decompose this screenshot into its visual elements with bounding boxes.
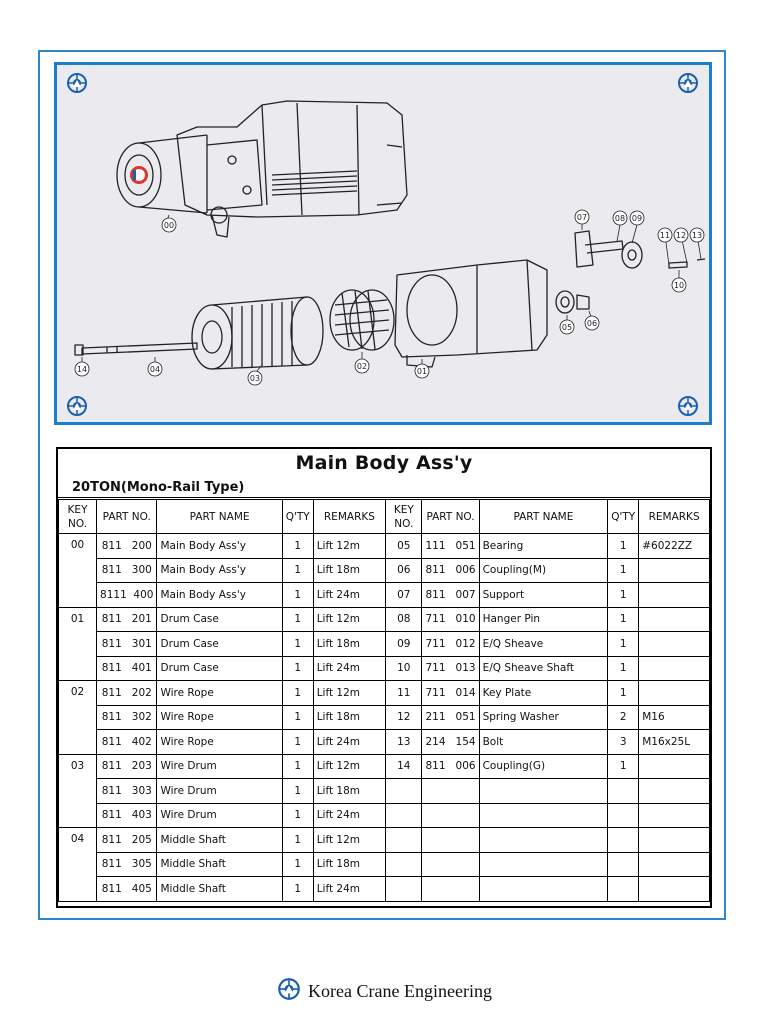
parts-table-panel [56, 447, 712, 908]
key-no-cell [386, 852, 422, 877]
callout-12 [674, 228, 688, 242]
qty-cell: 1 [282, 632, 313, 657]
qty-cell: 1 [608, 632, 639, 657]
table-row [59, 705, 710, 730]
callout-01 [415, 364, 429, 378]
header-part-no: PART NO. [97, 500, 157, 534]
part-no-cell: 811 203 [97, 754, 157, 779]
part-no-cell: 811 402 [97, 730, 157, 755]
remarks-cell: M16x25L [639, 730, 710, 755]
table-row [59, 877, 710, 902]
key-no-cell: 10 [386, 656, 422, 681]
part-name-cell: Wire Drum [157, 754, 282, 779]
qty-cell [608, 852, 639, 877]
remarks-cell [639, 632, 710, 657]
qty-cell [608, 779, 639, 804]
key-no-cell: 06 [386, 558, 422, 583]
part-no-cell: 811 305 [97, 852, 157, 877]
table-row [59, 607, 710, 632]
remarks-cell: Lift 18m [313, 632, 385, 657]
remarks-cell: Lift 24m [313, 877, 385, 902]
key-no-cell: 13 [386, 730, 422, 755]
svg-text:09: 09 [631, 214, 643, 223]
table-header-row [59, 500, 710, 534]
part-name-cell: E/Q Sheave [479, 632, 608, 657]
part-no-cell: 211 051 [422, 705, 479, 730]
remarks-cell [639, 656, 710, 681]
header-key-no: KEY NO. [386, 500, 422, 534]
table-row [59, 852, 710, 877]
remarks-cell: Lift 12m [313, 534, 385, 559]
remarks-cell [639, 583, 710, 608]
part-name-cell [479, 803, 608, 828]
remarks-cell: Lift 24m [313, 656, 385, 681]
qty-cell: 1 [608, 583, 639, 608]
part-name-cell: Drum Case [157, 656, 282, 681]
qty-cell: 1 [608, 607, 639, 632]
callout-09 [630, 211, 644, 225]
remarks-cell [639, 607, 710, 632]
part-no-cell: 811 405 [97, 877, 157, 902]
key-no-cell: 04 [59, 828, 97, 902]
part-name-cell [479, 828, 608, 853]
header-part-name: PART NAME [479, 500, 608, 534]
callout-10 [672, 278, 686, 292]
qty-cell: 1 [282, 754, 313, 779]
footer [0, 976, 768, 1007]
remarks-cell: Lift 18m [313, 852, 385, 877]
part-no-cell: 711 012 [422, 632, 479, 657]
part-name-cell: Drum Case [157, 632, 282, 657]
remarks-cell [639, 803, 710, 828]
part-name-cell: Support [479, 583, 608, 608]
qty-cell: 1 [608, 558, 639, 583]
remarks-cell: Lift 18m [313, 779, 385, 804]
key-no-cell: 14 [386, 754, 422, 779]
document-title: Main Body Ass'y [295, 452, 473, 474]
part-no-cell: 811 401 [97, 656, 157, 681]
part-name-cell: Wire Rope [157, 730, 282, 755]
part-name-cell: Hanger Pin [479, 607, 608, 632]
part-no-cell: 811 007 [422, 583, 479, 608]
part-no-cell [422, 779, 479, 804]
table-row [59, 754, 710, 779]
svg-text:05: 05 [561, 323, 573, 332]
wire-drum-drawing [192, 297, 323, 369]
key-no-cell [386, 779, 422, 804]
remarks-cell: Lift 24m [313, 583, 385, 608]
crane-logo-icon [676, 71, 700, 95]
part-no-cell: 711 014 [422, 681, 479, 706]
remarks-cell [639, 877, 710, 902]
qty-cell: 1 [282, 779, 313, 804]
remarks-cell: #6022ZZ [639, 534, 710, 559]
header-qty: Q'TY [608, 500, 639, 534]
table-row [59, 632, 710, 657]
qty-cell: 2 [608, 705, 639, 730]
part-no-cell: 8111 400 [97, 583, 157, 608]
table-row [59, 558, 710, 583]
qty-cell: 1 [608, 656, 639, 681]
crane-logo-icon [676, 394, 700, 418]
qty-cell: 1 [282, 828, 313, 853]
remarks-cell: Lift 12m [313, 754, 385, 779]
qty-cell: 1 [282, 681, 313, 706]
table-row [59, 828, 710, 853]
part-no-cell: 811 302 [97, 705, 157, 730]
part-no-cell: 811 403 [97, 803, 157, 828]
qty-cell: 1 [608, 754, 639, 779]
key-no-cell: 00 [59, 534, 97, 608]
svg-text:06: 06 [586, 319, 598, 328]
middle-shaft-drawing [75, 343, 197, 355]
callout-02 [355, 359, 369, 373]
qty-cell: 1 [282, 877, 313, 902]
qty-cell: 1 [282, 558, 313, 583]
remarks-cell: Lift 12m [313, 607, 385, 632]
part-name-cell: Main Body Ass'y [157, 534, 282, 559]
part-no-cell: 111 051 [422, 534, 479, 559]
part-name-cell: Wire Drum [157, 803, 282, 828]
svg-text:10: 10 [673, 281, 685, 290]
qty-cell: 1 [608, 534, 639, 559]
part-name-cell: Spring Washer [479, 705, 608, 730]
remarks-cell [639, 754, 710, 779]
svg-text:08: 08 [614, 214, 626, 223]
callout-03 [248, 371, 262, 385]
key-no-cell [386, 828, 422, 853]
part-name-cell [479, 779, 608, 804]
remarks-cell: Lift 24m [313, 730, 385, 755]
part-no-cell: 811 205 [97, 828, 157, 853]
key-no-cell: 02 [59, 681, 97, 755]
exploded-diagram [54, 62, 712, 425]
callout-14 [75, 362, 89, 376]
part-name-cell: Coupling(M) [479, 558, 608, 583]
part-no-cell: 811 301 [97, 632, 157, 657]
crane-logo-icon [276, 976, 302, 1007]
qty-cell: 1 [282, 803, 313, 828]
part-no-cell [422, 852, 479, 877]
qty-cell: 1 [282, 852, 313, 877]
part-name-cell [479, 852, 608, 877]
drum-case-drawing [395, 260, 547, 367]
key-no-cell: 12 [386, 705, 422, 730]
key-no-cell: 07 [386, 583, 422, 608]
table-row [59, 779, 710, 804]
svg-text:13: 13 [691, 231, 703, 240]
remarks-cell: Lift 12m [313, 681, 385, 706]
qty-cell: 1 [282, 730, 313, 755]
part-no-cell: 711 010 [422, 607, 479, 632]
header-part-no: PART NO. [422, 500, 479, 534]
svg-text:04: 04 [149, 365, 161, 374]
part-no-cell: 811 201 [97, 607, 157, 632]
header-qty: Q'TY [282, 500, 313, 534]
part-no-cell: 811 200 [97, 534, 157, 559]
key-no-cell: 11 [386, 681, 422, 706]
callout-00 [162, 218, 176, 232]
header-key-no: KEY NO. [59, 500, 97, 534]
part-no-cell: 214 154 [422, 730, 479, 755]
part-no-cell [422, 828, 479, 853]
qty-cell [608, 877, 639, 902]
part-name-cell: Wire Drum [157, 779, 282, 804]
svg-text:12: 12 [675, 231, 687, 240]
table-row [59, 681, 710, 706]
key-no-cell: 05 [386, 534, 422, 559]
qty-cell: 1 [282, 656, 313, 681]
leader-lines [82, 215, 701, 371]
part-name-cell: Drum Case [157, 607, 282, 632]
qty-cell: 1 [282, 705, 313, 730]
part-name-cell [479, 877, 608, 902]
svg-text:00: 00 [163, 221, 175, 230]
part-no-cell: 811 303 [97, 779, 157, 804]
header-part-name: PART NAME [157, 500, 282, 534]
part-no-cell [422, 877, 479, 902]
hoist-drawing [57, 65, 709, 422]
part-no-cell: 811 006 [422, 558, 479, 583]
remarks-cell: Lift 18m [313, 558, 385, 583]
brand-logo-drawing [130, 166, 148, 184]
part-name-cell: Bolt [479, 730, 608, 755]
part-no-cell [422, 803, 479, 828]
header-remarks: REMARKS [639, 500, 710, 534]
callout-06 [585, 316, 599, 330]
svg-text:02: 02 [356, 362, 368, 371]
svg-text:01: 01 [416, 367, 428, 376]
part-no-cell: 811 300 [97, 558, 157, 583]
key-no-cell: 08 [386, 607, 422, 632]
table-row [59, 730, 710, 755]
table-row [59, 534, 710, 559]
part-name-cell: Middle Shaft [157, 852, 282, 877]
company-name: Korea Crane Engineering [308, 981, 492, 1001]
qty-cell [608, 803, 639, 828]
remarks-cell: Lift 18m [313, 705, 385, 730]
part-name-cell: Bearing [479, 534, 608, 559]
callout-05 [560, 320, 574, 334]
key-no-cell: 03 [59, 754, 97, 828]
part-name-cell: Main Body Ass'y [157, 558, 282, 583]
qty-cell: 1 [282, 534, 313, 559]
document-subtitle: 20TON(Mono-Rail Type) [72, 480, 245, 495]
part-name-cell: Coupling(G) [479, 754, 608, 779]
title-divider [58, 497, 710, 498]
part-no-cell: 711 013 [422, 656, 479, 681]
remarks-cell [639, 558, 710, 583]
qty-cell: 1 [282, 607, 313, 632]
part-name-cell: Middle Shaft [157, 828, 282, 853]
key-no-cell: 09 [386, 632, 422, 657]
part-name-cell: Main Body Ass'y [157, 583, 282, 608]
svg-text:03: 03 [249, 374, 261, 383]
qty-cell [608, 828, 639, 853]
callout-04 [148, 362, 162, 376]
callout-07 [575, 210, 589, 224]
qty-cell: 1 [282, 583, 313, 608]
remarks-cell: Lift 12m [313, 828, 385, 853]
part-name-cell: Middle Shaft [157, 877, 282, 902]
header-remarks: REMARKS [313, 500, 385, 534]
svg-text:11: 11 [659, 231, 671, 240]
table-row [59, 656, 710, 681]
table-row [59, 803, 710, 828]
part-no-cell: 811 202 [97, 681, 157, 706]
parts-table [58, 499, 710, 902]
assembled-body-drawing [117, 101, 407, 237]
callout-11 [658, 228, 672, 242]
part-no-cell: 811 006 [422, 754, 479, 779]
bearing-drawing [556, 291, 589, 313]
part-name-cell: Wire Rope [157, 681, 282, 706]
remarks-cell [639, 828, 710, 853]
remarks-cell: M16 [639, 705, 710, 730]
key-no-cell [386, 803, 422, 828]
remarks-cell [639, 779, 710, 804]
crane-logo-icon [65, 71, 89, 95]
remarks-cell [639, 681, 710, 706]
table-row [59, 583, 710, 608]
remarks-cell [639, 852, 710, 877]
wire-rope-drawing [330, 290, 394, 350]
remarks-cell: Lift 24m [313, 803, 385, 828]
qty-cell: 1 [608, 681, 639, 706]
qty-cell: 3 [608, 730, 639, 755]
part-name-cell: E/Q Sheave Shaft [479, 656, 608, 681]
part-name-cell: Wire Rope [157, 705, 282, 730]
key-no-cell: 01 [59, 607, 97, 681]
part-name-cell: Key Plate [479, 681, 608, 706]
callout-08 [613, 211, 627, 225]
svg-text:07: 07 [576, 213, 588, 222]
svg-text:14: 14 [76, 365, 88, 374]
key-no-cell [386, 877, 422, 902]
crane-logo-icon [65, 394, 89, 418]
callout-13 [690, 228, 704, 242]
